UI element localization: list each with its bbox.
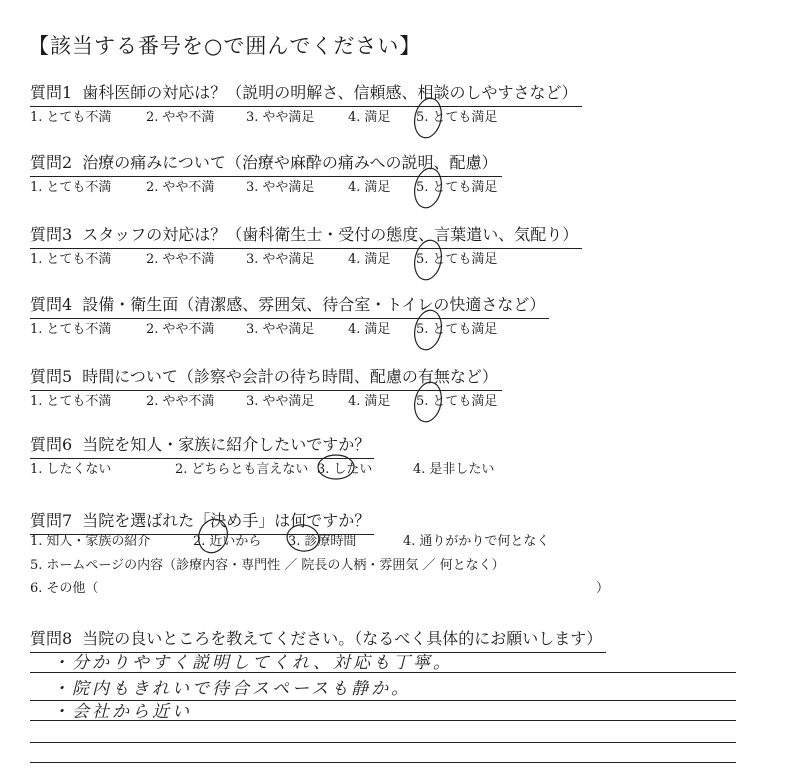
question-number: 質問5 <box>30 367 73 386</box>
option-number: 1. <box>30 462 43 477</box>
option-label: 通りがかりで何となく <box>419 534 550 549</box>
handwritten-answer: ・会社から近い <box>52 702 192 722</box>
question-title <box>30 80 578 103</box>
option-label: 知人・家族の紹介 <box>46 534 151 549</box>
option[interactable] <box>348 390 390 409</box>
option-number: 5. <box>416 252 429 267</box>
option[interactable] <box>30 106 111 125</box>
option-number: 4. <box>348 110 361 125</box>
option-label: 近いから <box>209 534 262 549</box>
option-label: とても満足 <box>432 322 498 337</box>
option-number: 5. <box>416 322 429 337</box>
option[interactable] <box>246 248 314 267</box>
option[interactable] <box>317 458 372 477</box>
option-number: 2. <box>146 180 159 195</box>
question-number: 質問7 <box>30 511 73 530</box>
option-number: 2. <box>193 534 206 549</box>
option-number: 3. <box>246 110 259 125</box>
option-label: 診療時間 <box>304 534 357 549</box>
option[interactable] <box>348 318 390 337</box>
option[interactable] <box>193 530 261 549</box>
option-label: とても不満 <box>46 322 112 337</box>
option-number: 1. <box>30 534 43 549</box>
option-label: とても不満 <box>46 180 112 195</box>
option-number: 4. <box>348 322 361 337</box>
option-label: とても満足 <box>432 110 498 125</box>
option-number: 4. <box>348 252 361 267</box>
option-label: とても満足 <box>432 180 498 195</box>
option-number: 6. <box>30 581 43 596</box>
option-label: ホームページの内容（診療内容・専門性 ／ 院長の人柄・雰囲気 ／ 何となく） <box>46 558 505 573</box>
option[interactable] <box>146 176 214 195</box>
question-title <box>30 626 602 649</box>
option-number: 5. <box>416 394 429 409</box>
option-label: とても満足 <box>432 394 498 409</box>
option-label: その他（ <box>46 581 99 596</box>
option[interactable] <box>416 106 497 125</box>
closing-paren: ） <box>596 581 610 596</box>
option[interactable] <box>288 530 356 549</box>
option-label: とても不満 <box>46 110 112 125</box>
question-title <box>30 222 578 245</box>
option-number: 1. <box>30 110 43 125</box>
option-number: 1. <box>30 322 43 337</box>
option[interactable] <box>146 248 214 267</box>
question-text: 時間について（診察や会計の待ち時間、配慮の有無など） <box>82 367 498 386</box>
question-number: 質問3 <box>30 225 73 244</box>
option[interactable] <box>416 318 497 337</box>
question-text: 当院の良いところを教えてください。（なるべく具体的にお願いします） <box>82 629 603 648</box>
option[interactable] <box>30 577 98 596</box>
option-label: やや不満 <box>162 180 215 195</box>
option-label: したくない <box>46 462 112 477</box>
option[interactable] <box>30 554 505 573</box>
option[interactable] <box>416 176 497 195</box>
option-label: やや不満 <box>162 322 215 337</box>
form-heading: 【該当する番号を○で囲んでください】 <box>28 34 422 58</box>
option-label: 満足 <box>364 252 391 267</box>
option[interactable] <box>348 176 390 195</box>
question-number: 質問4 <box>30 295 73 314</box>
option[interactable] <box>246 390 314 409</box>
question-text: 歯科医師の対応は？（説明の明解さ、信頼感、相談のしやすさなど） <box>82 83 578 102</box>
option-number: 4. <box>348 180 361 195</box>
option[interactable] <box>416 248 497 267</box>
question-text: 当院を選ばれた「決め手」は何ですか？ <box>82 511 371 530</box>
option-label: したい <box>333 462 373 477</box>
question-title <box>30 364 498 387</box>
option[interactable] <box>146 318 214 337</box>
option-number: 1. <box>30 394 43 409</box>
option-label: 満足 <box>364 394 391 409</box>
question-text: スタッフの対応は？（歯科衛生士・受付の態度、言葉遣い、気配り） <box>82 225 579 244</box>
option[interactable] <box>146 106 214 125</box>
option-label: やや満足 <box>262 110 315 125</box>
option-label: やや不満 <box>162 110 215 125</box>
option[interactable] <box>246 176 314 195</box>
option[interactable] <box>30 530 150 549</box>
option-number: 2. <box>146 394 159 409</box>
option[interactable] <box>246 318 314 337</box>
option-number: 5. <box>416 110 429 125</box>
question-number: 質問8 <box>30 629 73 648</box>
question-number: 質問1 <box>30 83 73 102</box>
option[interactable] <box>146 390 214 409</box>
option-number: 1. <box>30 252 43 267</box>
option-number: 5. <box>30 558 43 573</box>
option-number: 2. <box>146 252 159 267</box>
handwritten-answer: ・院内もきれいで待合スペースも静か。 <box>52 679 412 699</box>
option-number: 4. <box>403 534 416 549</box>
option[interactable] <box>416 390 497 409</box>
question-text: 設備・衛生面（清潔感、雰囲気、待合室・トイレの快適さなど） <box>82 295 546 314</box>
option-number: 1. <box>30 180 43 195</box>
option[interactable] <box>348 248 390 267</box>
question-title <box>30 150 498 173</box>
option-label: やや満足 <box>262 394 315 409</box>
answer-line <box>30 762 736 763</box>
answer-line <box>30 742 736 743</box>
option[interactable] <box>246 106 314 125</box>
handwritten-answer: ・分かりやすく説明してくれ、対応も丁寧。 <box>52 653 454 673</box>
option-number: 4. <box>348 394 361 409</box>
option[interactable] <box>30 390 111 409</box>
option[interactable] <box>30 248 111 267</box>
option-label: やや満足 <box>262 252 315 267</box>
question-title <box>30 432 370 455</box>
option-number: 2. <box>175 462 188 477</box>
option-number: 3. <box>288 534 301 549</box>
option-label: 是非したい <box>429 462 495 477</box>
option[interactable] <box>403 530 549 549</box>
option-label: 満足 <box>364 110 391 125</box>
option[interactable] <box>30 458 111 477</box>
question-number: 質問6 <box>30 435 73 454</box>
option-number: 2. <box>146 110 159 125</box>
option-label: 満足 <box>364 322 391 337</box>
option-number: 3. <box>317 462 330 477</box>
question-title <box>30 508 370 531</box>
question-title <box>30 292 545 315</box>
option[interactable] <box>175 458 308 477</box>
option-label: やや満足 <box>262 322 315 337</box>
option[interactable] <box>30 176 111 195</box>
option-number: 3. <box>246 322 259 337</box>
option[interactable] <box>30 318 111 337</box>
question-text: 治療の痛みについて（治療や麻酔の痛みへの説明、配慮） <box>82 153 498 172</box>
option-label: とても不満 <box>46 252 112 267</box>
option-number: 3. <box>246 252 259 267</box>
option-number: 4. <box>413 462 426 477</box>
option-label: どちらとも言えない <box>191 462 309 477</box>
option[interactable] <box>413 458 494 477</box>
option-label: とても不満 <box>46 394 112 409</box>
question-number: 質問2 <box>30 153 73 172</box>
option-number: 3. <box>246 180 259 195</box>
option-number: 2. <box>146 322 159 337</box>
option-number: 5. <box>416 180 429 195</box>
option-label: 満足 <box>364 180 391 195</box>
option-label: やや不満 <box>162 252 215 267</box>
question-text: 当院を知人・家族に紹介したいですか？ <box>82 435 371 454</box>
option-number: 3. <box>246 394 259 409</box>
option-label: やや満足 <box>262 180 315 195</box>
option-label: やや不満 <box>162 394 215 409</box>
option[interactable] <box>348 106 390 125</box>
option-label: とても満足 <box>432 252 498 267</box>
